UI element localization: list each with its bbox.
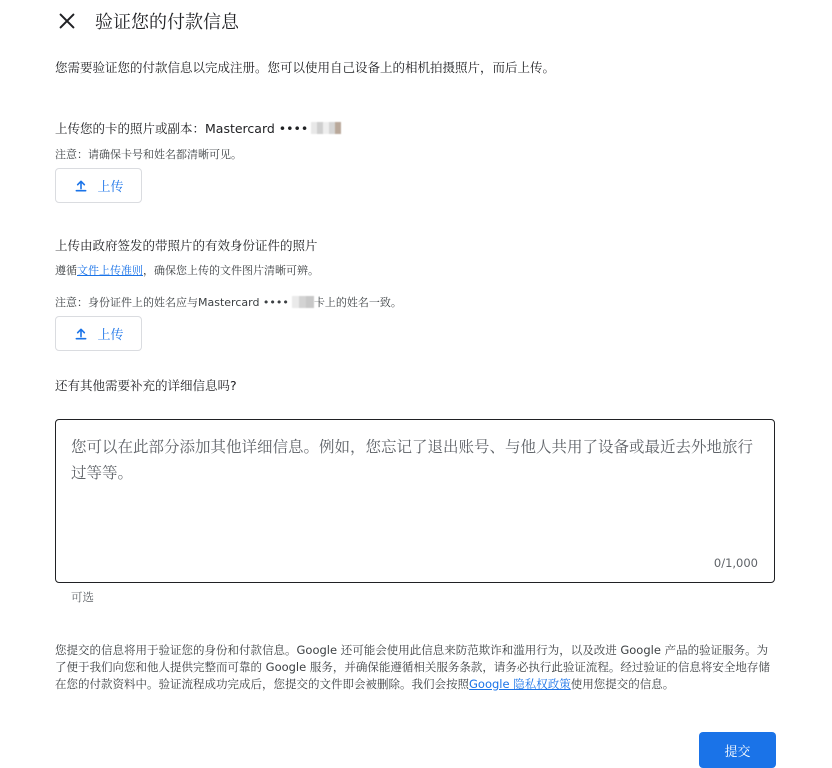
close-button[interactable] — [56, 10, 78, 32]
close-icon — [56, 10, 78, 32]
card-section-title — [55, 119, 341, 137]
details-section-title: 还有其他需要补充的详细信息吗? — [55, 378, 237, 393]
character-counter: 0/1,000 — [713, 556, 758, 570]
details-placeholder: 您可以在此部分添加其他详细信息。例如，您忘记了退出账号、与他人共用了设备或最近去外地旅行过等等。 — [71, 438, 754, 482]
upload-guidelines-link[interactable]: 文件上传准则 — [77, 264, 143, 277]
disclaimer-suffix: 使用您提交的信息。 — [570, 677, 675, 691]
submit-label: 提交 — [724, 744, 751, 760]
id-note-prefix: 注意：身份证件上的姓名应与Mastercard •••• — [55, 296, 289, 309]
card-note: 注意：请确保卡号和姓名都清晰可见。 — [55, 148, 242, 161]
details-textarea[interactable] — [55, 419, 775, 583]
id-guideline — [55, 262, 319, 278]
masked-card-digits-2 — [292, 296, 314, 308]
id-note-suffix: 卡上的姓名一致。 — [313, 296, 402, 309]
submit-button[interactable] — [699, 732, 776, 768]
masked-card-digits — [311, 122, 341, 134]
id-guideline-suffix: ，确保您上传的文件图片清晰可辨。 — [143, 264, 319, 277]
upload-icon — [73, 326, 89, 342]
card-upload-label: 上传 — [97, 180, 124, 195]
disclaimer-body: 您提交的信息将用于验证您的身份和付款信息。Google 还可能会使用此信息来防范欺诈和滥用行为，以及改进 Google 产品的验证服务。为了便于我们向您和他人提供完整而可靠的 Google 服务，并确保能遵循相关服务条款，请务必执行此验证流程。经过验证的信息将安全地存储在您的付款资料中。验证流程成功完成后，您提交的文件即会被删除。我们会按照 — [55, 643, 770, 691]
card-upload-button[interactable] — [55, 168, 142, 203]
id-guideline-prefix: 遵循 — [55, 264, 77, 277]
id-upload-label: 上传 — [97, 328, 124, 343]
disclaimer-text — [55, 642, 777, 693]
id-upload-button[interactable] — [55, 316, 142, 351]
intro-text: 您需要验证您的付款信息以完成注册。您可以使用自己设备上的相机拍摄照片，而后上传。 — [55, 60, 556, 75]
privacy-policy-link[interactable]: Google 隐私权政策 — [469, 677, 571, 691]
id-note — [55, 294, 402, 310]
dialog-title: 验证您的付款信息 — [95, 12, 239, 33]
upload-icon — [73, 178, 89, 194]
card-section-title-text: 上传您的卡的照片或副本：Mastercard •••• — [55, 121, 309, 136]
optional-label: 可选 — [71, 590, 94, 604]
id-section-title: 上传由政府签发的带照片的有效身份证件的照片 — [55, 238, 318, 253]
